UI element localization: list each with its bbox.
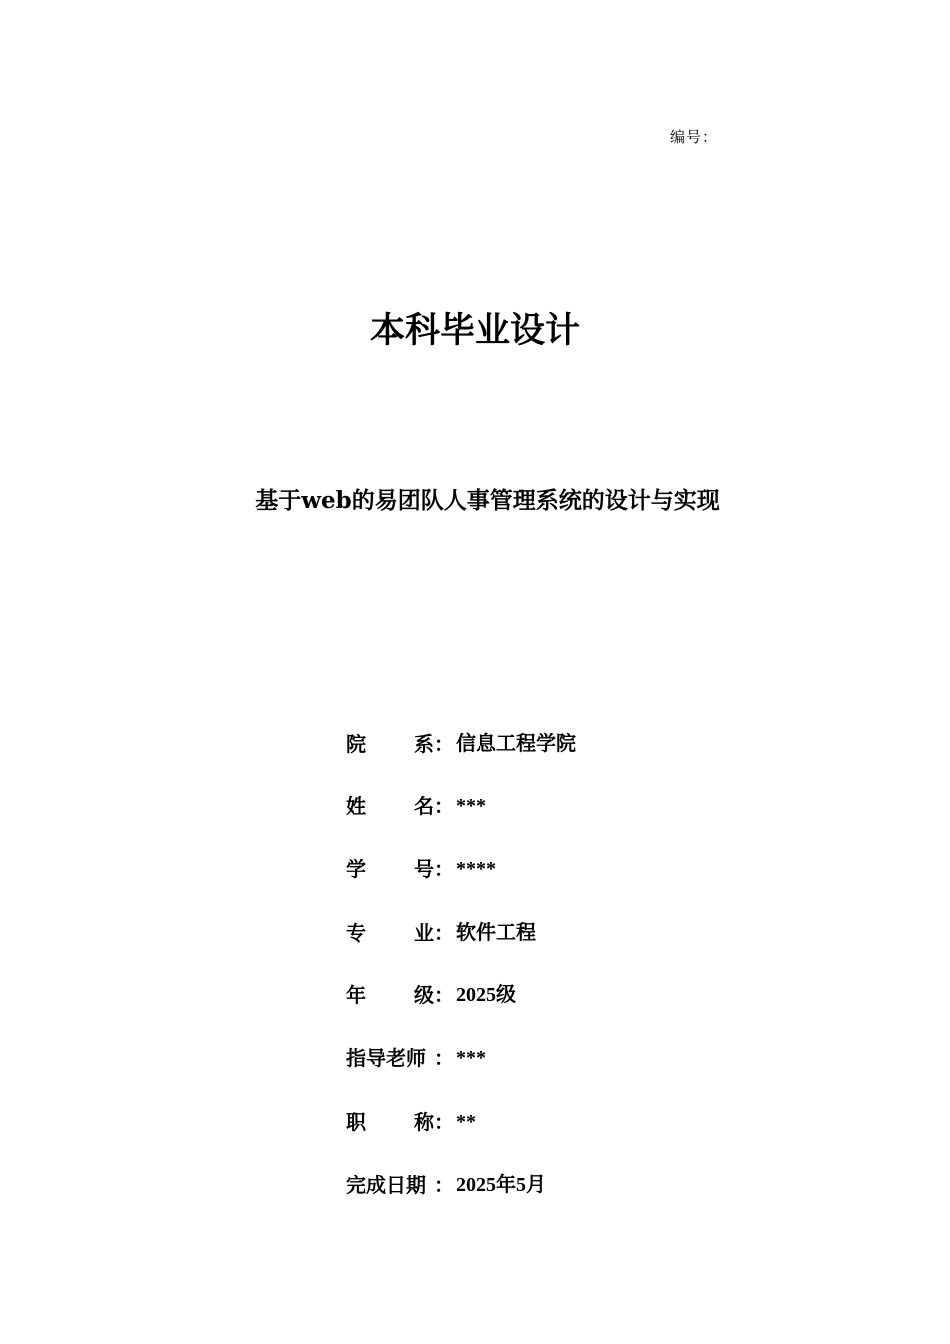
info-label-char: 年 [346,983,366,1007]
info-value: *** [456,1047,486,1069]
info-label-char: 职 [346,1110,366,1134]
info-colon: ： [434,732,454,756]
info-label-char: 学 [346,857,366,881]
info-row-name [346,791,486,821]
info-label: 指导老师 [346,1046,426,1070]
info-label: 完成日期 [346,1173,426,1197]
info-colon: ： [434,1110,454,1134]
info-value: 信息工程学院 [456,733,576,755]
info-colon: ： [434,1173,454,1197]
info-label-char: 名 [414,794,434,818]
info-row-completion-date [346,1170,546,1200]
info-value: *** [456,795,486,817]
info-row-major [346,918,536,948]
info-row-advisor [346,1043,486,1073]
info-value: 软件工程 [456,922,536,944]
info-colon: ： [434,1046,454,1070]
document-type-heading: 本科毕业设计 [369,310,580,351]
info-colon: ： [434,921,454,945]
info-value: ** [456,1111,476,1133]
info-row-student-id [346,854,496,884]
info-value: 2025级 [456,984,516,1006]
info-label [346,918,434,948]
info-label [346,854,434,884]
info-label [346,1107,434,1137]
info-label-char: 专 [346,921,366,945]
info-label-char: 业 [414,921,434,945]
info-colon: ： [434,857,454,881]
info-colon: ： [434,794,454,818]
info-label [346,980,434,1010]
info-label-char: 系 [414,732,434,756]
info-label-char: 院 [346,732,366,756]
info-label [346,791,434,821]
info-label-char: 级 [414,983,434,1007]
info-label-char: 号 [414,857,434,881]
info-row-grade [346,980,516,1010]
info-value: **** [456,858,496,880]
info-label-char: 姓 [346,794,366,818]
info-value: 2025年5月 [456,1174,546,1196]
serial-number-label: 编号： [670,128,719,146]
info-label [346,729,434,759]
thesis-title: 基于web的易团队人事管理系统的设计与实现 [255,487,720,514]
info-colon: ： [434,983,454,1007]
info-row-title [346,1107,476,1137]
info-label-char: 称 [414,1110,434,1134]
info-row-department [346,729,576,759]
